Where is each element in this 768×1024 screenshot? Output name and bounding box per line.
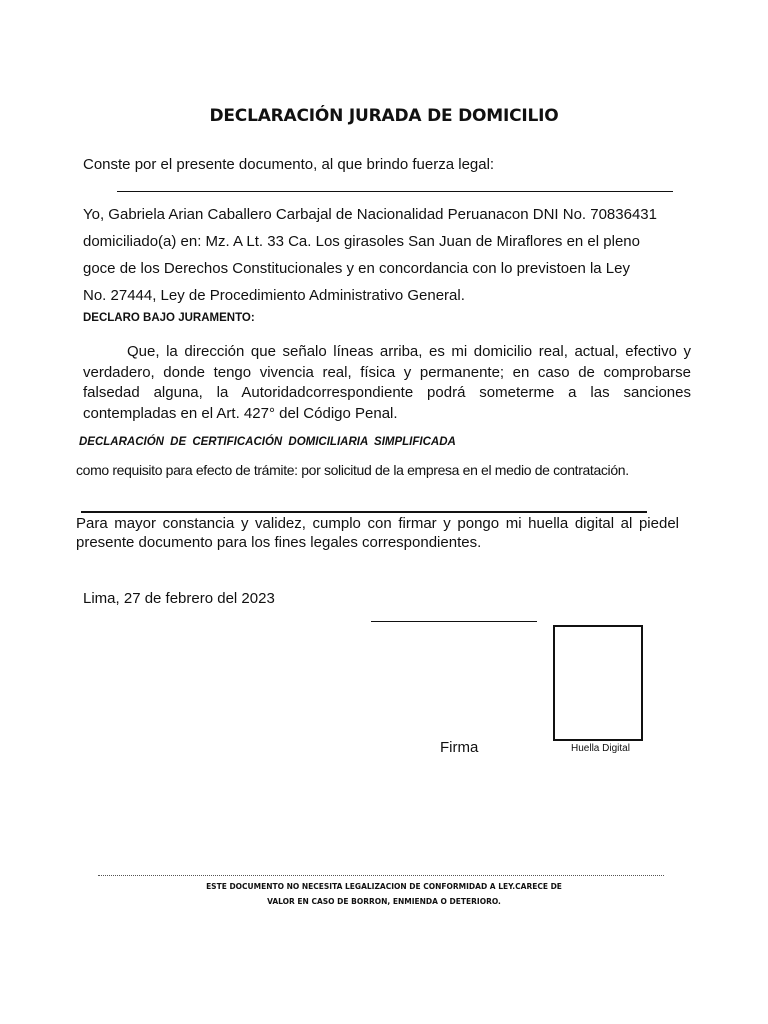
signature-label: Firma (440, 739, 479, 756)
footer-line-1: ESTE DOCUMENTO NO NECESITA LEGALIZACION DE CONFORMIDAD A LEY.CARECE DE (206, 882, 562, 891)
certification-heading: DECLARACIÓN DE CERTIFICACIÓN DOMICILIARIA SIMPLIFICADA (79, 436, 456, 448)
identity-line-3: goce de los Derechos Constitucionales y en concordancia con lo previstoen la Ley (83, 260, 630, 277)
intro-underline (117, 191, 673, 192)
footer-divider (98, 875, 664, 876)
fingerprint-box (553, 625, 643, 741)
identity-line-1: Yo, Gabriela Arian Caballero Carbajal de Nacionalidad Peruanacon DNI No. 70836431 (83, 206, 657, 223)
declaro-heading: DECLARO BAJO JURAMENTO: (83, 312, 255, 324)
oath-paragraph: Que, la dirección que señalo líneas arriba, es mi domicilio real, actual, efectivo y verdadero, donde tengo vivencia real, física y permanente; en caso de comprobarse falsedad alguna, la Autoridadcorrespondiente podrá someterme a las sanciones contempladas en el Art. 427° del Código Penal. (83, 343, 691, 422)
identity-line-2: domiciliado(a) en: Mz. A Lt. 33 Ca. Los girasoles San Juan de Miraflores en el pleno (83, 233, 640, 250)
signature-line (371, 621, 537, 622)
certification-underline (81, 511, 647, 513)
footer-line-2: VALOR EN CASO DE BORRON, ENMIENDA O DETERIORO. (267, 897, 501, 906)
identity-paragraph (83, 201, 663, 309)
identity-line-4: No. 27444, Ley de Procedimiento Administrativo General. (83, 287, 465, 304)
closing-paragraph: Para mayor constancia y validez, cumplo con firmar y pongo mi huella digital al piedel presente documento para los fines legales correspondientes. (76, 515, 679, 551)
date-line: Lima, 27 de febrero del 2023 (83, 590, 275, 607)
document-title: DECLARACIÓN JURADA DE DOMICILIO (209, 106, 559, 126)
intro-text: Conste por el presente documento, al que brindo fuerza legal: (83, 156, 495, 173)
certification-purpose: como requisito para efecto de trámite: por solicitud de la empresa en el medio de contratación. (76, 462, 629, 478)
fingerprint-label: Huella Digital (571, 743, 630, 754)
